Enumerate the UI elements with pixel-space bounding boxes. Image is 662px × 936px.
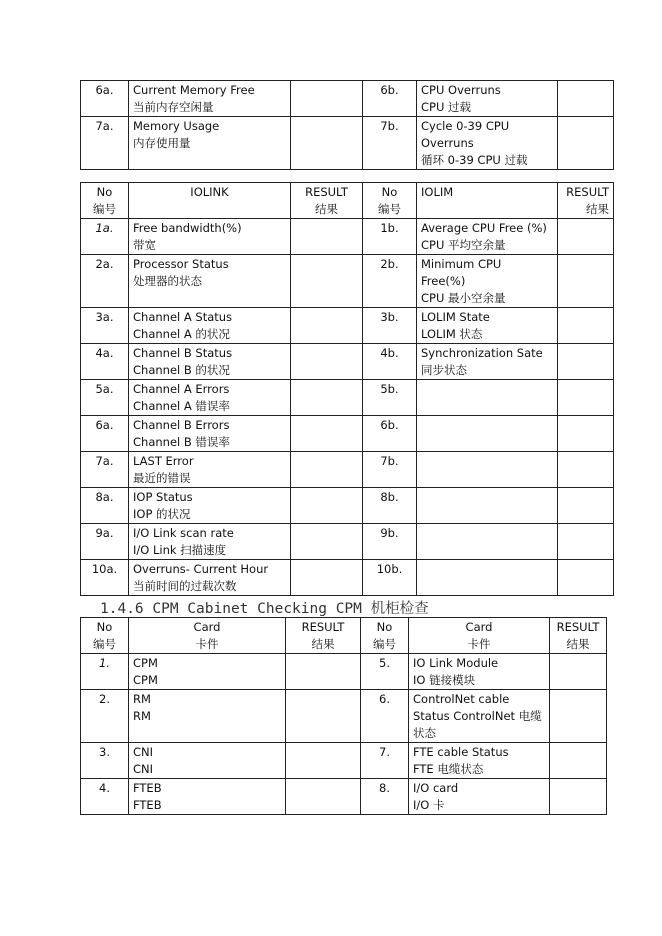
item-label: Synchronization Sate 同步状态 — [417, 344, 558, 380]
row-number: 3b. — [363, 308, 417, 344]
result-cell[interactable] — [291, 255, 363, 308]
item-label — [417, 524, 558, 560]
header-iolink: IOLINK — [129, 183, 291, 219]
header-result: RESULT 结果 — [286, 618, 361, 654]
table-row — [81, 560, 614, 596]
result-cell[interactable] — [291, 488, 363, 524]
table-row — [81, 690, 607, 743]
result-cell[interactable] — [558, 308, 614, 344]
table-row — [81, 380, 614, 416]
result-cell[interactable] — [286, 743, 361, 779]
table-row — [81, 308, 614, 344]
row-number: 5. — [361, 654, 409, 690]
result-cell[interactable] — [558, 488, 614, 524]
header-card: Card 卡件 — [129, 618, 286, 654]
result-cell[interactable] — [291, 524, 363, 560]
result-cell[interactable] — [558, 560, 614, 596]
item-label — [417, 452, 558, 488]
row-number: 9b. — [363, 524, 417, 560]
result-cell[interactable] — [291, 560, 363, 596]
result-cell[interactable] — [558, 452, 614, 488]
row-number: 7a. — [81, 452, 129, 488]
item-label — [417, 488, 558, 524]
result-cell[interactable] — [291, 117, 363, 170]
item-label: Channel A Status Channel A 的状况 — [129, 308, 291, 344]
header-row — [81, 183, 614, 219]
item-label: IO Link Module IO 链接模块 — [409, 654, 550, 690]
result-cell[interactable] — [558, 380, 614, 416]
result-cell[interactable] — [286, 654, 361, 690]
row-number: 5a. — [81, 380, 129, 416]
item-label: Overruns- Current Hour 当前时间的过载次数 — [129, 560, 291, 596]
row-number: 1. — [81, 654, 129, 690]
result-cell[interactable] — [558, 117, 614, 170]
item-label: Cycle 0-39 CPU Overruns 循环 0-39 CPU 过载 — [417, 117, 558, 170]
row-number: 2b. — [363, 255, 417, 308]
header-card: Card 卡件 — [409, 618, 550, 654]
result-cell[interactable] — [558, 255, 614, 308]
row-number: 10b. — [363, 560, 417, 596]
row-number: 6. — [361, 690, 409, 743]
row-number: 7. — [361, 743, 409, 779]
result-cell[interactable] — [291, 416, 363, 452]
result-cell[interactable] — [291, 344, 363, 380]
row-number: 4. — [81, 779, 129, 815]
item-label: CPU Overruns CPU 过载 — [417, 81, 558, 117]
header-result: RESULT 结果 — [550, 618, 607, 654]
result-cell[interactable] — [286, 779, 361, 815]
result-cell[interactable] — [291, 380, 363, 416]
row-number: 7b. — [363, 117, 417, 170]
item-label — [417, 560, 558, 596]
row-number: 2. — [81, 690, 129, 743]
result-cell[interactable] — [550, 690, 607, 743]
table-row — [81, 344, 614, 380]
iolink-iolim-table — [80, 182, 614, 596]
item-label: Free bandwidth(%) 带宽 — [129, 219, 291, 255]
header-no: No 编号 — [361, 618, 409, 654]
header-no: No 编号 — [81, 183, 129, 219]
item-label: ControlNet cable Status ControlNet 电缆 状态 — [409, 690, 550, 743]
item-label: Memory Usage 内存使用量 — [129, 117, 291, 170]
table-row — [81, 488, 614, 524]
header-row — [81, 618, 607, 654]
item-label: Processor Status 处理器的状态 — [129, 255, 291, 308]
table-row — [81, 654, 607, 690]
table-row — [81, 452, 614, 488]
item-label: Channel A Errors Channel A 错误率 — [129, 380, 291, 416]
table-row — [81, 255, 614, 308]
item-label: RM RM — [129, 690, 286, 743]
table-row — [81, 779, 607, 815]
row-number: 3. — [81, 743, 129, 779]
result-cell[interactable] — [291, 308, 363, 344]
row-number: 6b. — [363, 81, 417, 117]
result-cell[interactable] — [558, 219, 614, 255]
row-number: 8b. — [363, 488, 417, 524]
result-cell[interactable] — [286, 690, 361, 743]
item-label — [417, 380, 558, 416]
row-number: 2a. — [81, 255, 129, 308]
header-no: No 编号 — [81, 618, 129, 654]
memory-cpu-table — [80, 80, 614, 170]
item-label: I/O Link scan rate I/O Link 扫描速度 — [129, 524, 291, 560]
table-row — [81, 117, 614, 170]
row-number: 9a. — [81, 524, 129, 560]
item-label: Channel B Errors Channel B 错误率 — [129, 416, 291, 452]
row-number: 6a. — [81, 416, 129, 452]
cpm-cabinet-table — [80, 617, 607, 815]
item-label: FTE cable Status FTE 电缆状态 — [409, 743, 550, 779]
row-number: 10a. — [81, 560, 129, 596]
result-cell[interactable] — [558, 524, 614, 560]
result-cell[interactable] — [558, 344, 614, 380]
row-number: 7a. — [81, 117, 129, 170]
item-label: CNI CNI — [129, 743, 286, 779]
item-label: LAST Error 最近的错误 — [129, 452, 291, 488]
item-label: FTEB FTEB — [129, 779, 286, 815]
result-cell[interactable] — [550, 654, 607, 690]
row-number: 8. — [361, 779, 409, 815]
result-cell[interactable] — [291, 452, 363, 488]
header-result: RESULT 结果 — [558, 183, 614, 219]
item-label: Average CPU Free (%) CPU 平均空余量 — [417, 219, 558, 255]
item-label: Channel B Status Channel B 的状况 — [129, 344, 291, 380]
table-row — [81, 81, 614, 117]
item-label: IOP Status IOP 的状况 — [129, 488, 291, 524]
result-cell[interactable] — [558, 416, 614, 452]
item-label: Current Memory Free 当前内存空闲量 — [129, 81, 291, 117]
item-label: LOLIM State LOLIM 状态 — [417, 308, 558, 344]
table-row — [81, 743, 607, 779]
table-row — [81, 524, 614, 560]
row-number: 3a. — [81, 308, 129, 344]
item-label: I/O card I/O 卡 — [409, 779, 550, 815]
row-number: 5b. — [363, 380, 417, 416]
row-number: 6b. — [363, 416, 417, 452]
row-number: 7b. — [363, 452, 417, 488]
row-number: 4b. — [363, 344, 417, 380]
item-label: CPM CPM — [129, 654, 286, 690]
row-number: 6a. — [81, 81, 129, 117]
row-number: 1a. — [81, 219, 129, 255]
row-number: 4a. — [81, 344, 129, 380]
item-label: Minimum CPU Free(%) CPU 最小空余量 — [417, 255, 558, 308]
header-iolim: IOLIM — [417, 183, 558, 219]
row-number: 8a. — [81, 488, 129, 524]
table-row — [81, 219, 614, 255]
result-cell[interactable] — [550, 779, 607, 815]
section-heading: 1.4.6 CPM Cabinet Checking CPM 机柜检查 — [100, 601, 429, 617]
result-cell[interactable] — [291, 219, 363, 255]
header-result: RESULT 结果 — [291, 183, 363, 219]
header-no: No 编号 — [363, 183, 417, 219]
item-label — [417, 416, 558, 452]
result-cell[interactable] — [291, 81, 363, 117]
row-number: 1b. — [363, 219, 417, 255]
table-row — [81, 416, 614, 452]
result-cell[interactable] — [558, 81, 614, 117]
result-cell[interactable] — [550, 743, 607, 779]
